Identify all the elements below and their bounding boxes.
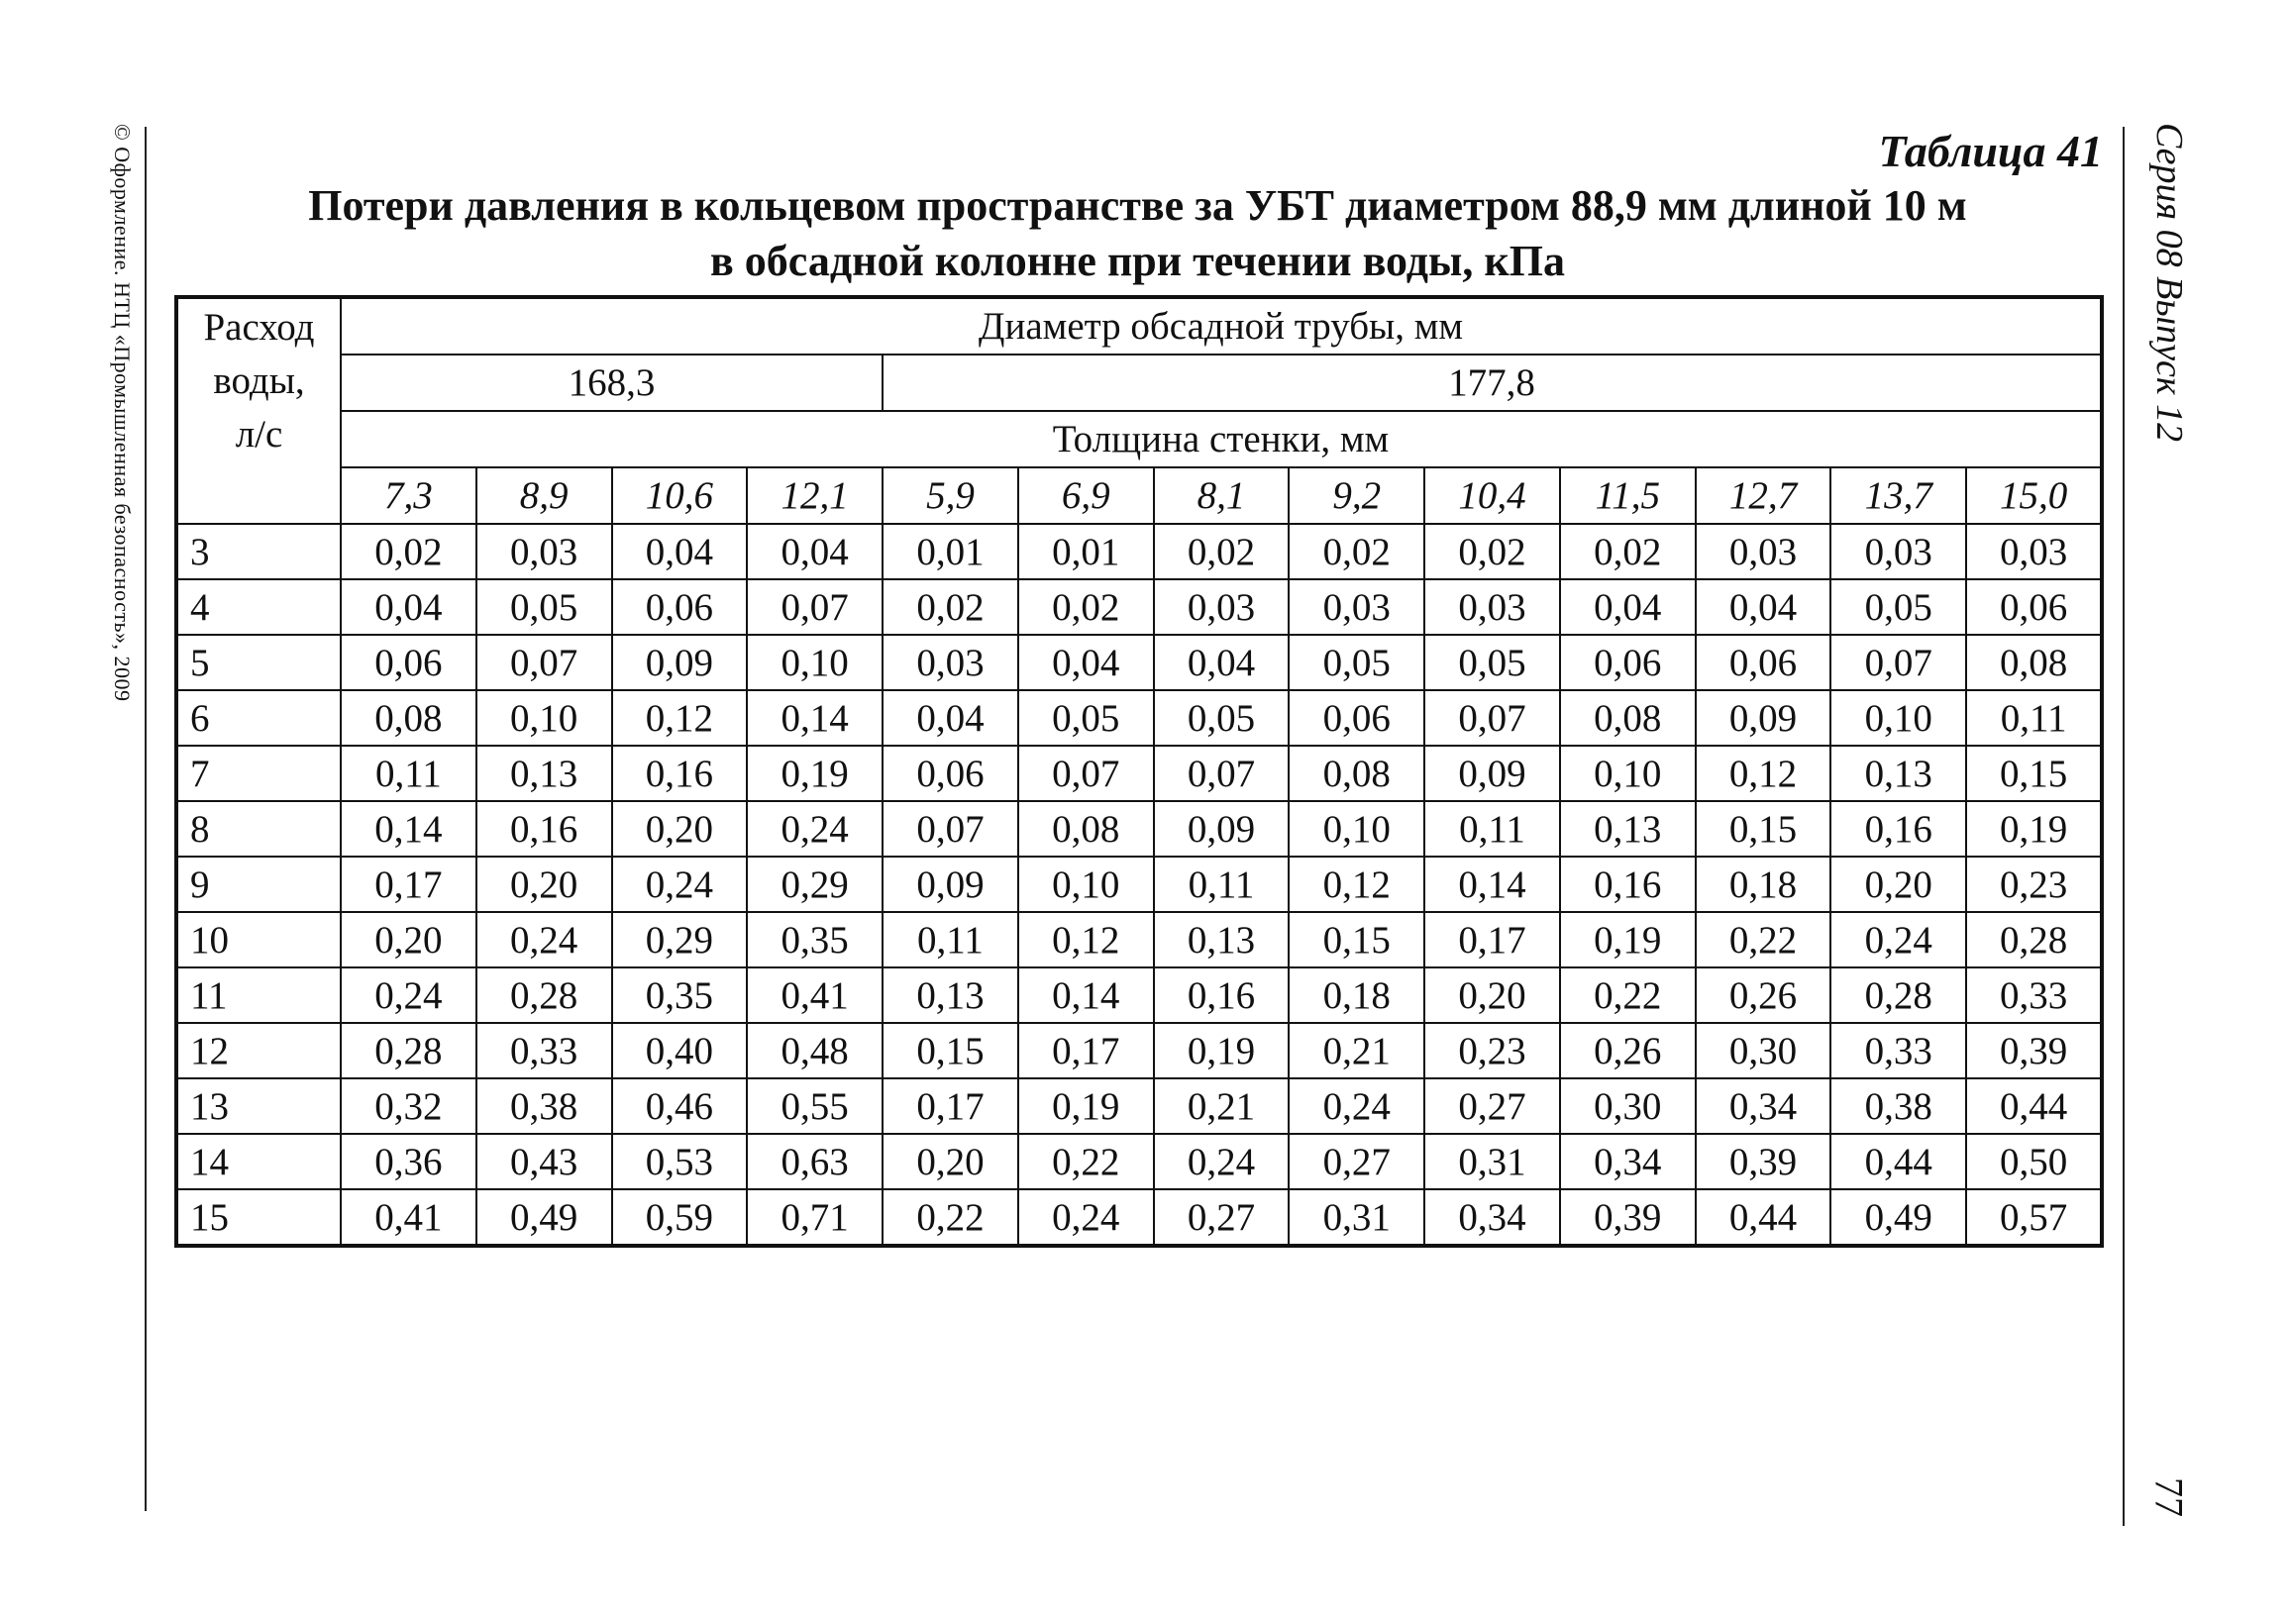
- pressure-loss-cell: 0,23: [1966, 857, 2102, 912]
- pressure-loss-cell: 0,24: [612, 857, 748, 912]
- wall-thickness-cell: 10,6: [612, 467, 748, 524]
- flow-rate-cell: 11: [176, 967, 341, 1023]
- pressure-loss-cell: 0,09: [1696, 690, 1831, 746]
- pressure-loss-cell: 0,11: [1966, 690, 2102, 746]
- wall-thickness-cell: 8,9: [476, 467, 612, 524]
- pressure-loss-cell: 0,01: [1018, 524, 1154, 579]
- pressure-loss-cell: 0,39: [1696, 1134, 1831, 1189]
- pressure-loss-cell: 0,19: [1018, 1078, 1154, 1134]
- flow-rate-cell: 14: [176, 1134, 341, 1189]
- pressure-loss-cell: 0,12: [612, 690, 748, 746]
- pressure-loss-cell: 0,12: [1696, 746, 1831, 801]
- pressure-loss-cell: 0,59: [612, 1189, 748, 1246]
- pressure-loss-cell: 0,15: [883, 1023, 1018, 1078]
- wall-thickness-cell: 12,1: [747, 467, 883, 524]
- table-row: [176, 1189, 2102, 1246]
- pressure-loss-cell: 0,49: [476, 1189, 612, 1246]
- pressure-loss-cell: 0,16: [1560, 857, 1696, 912]
- pressure-loss-cell: 0,08: [341, 690, 476, 746]
- pressure-loss-cell: 0,16: [612, 746, 748, 801]
- table-row: [176, 746, 2102, 801]
- pressure-loss-cell: 0,14: [747, 690, 883, 746]
- pressure-loss-cell: 0,08: [1560, 690, 1696, 746]
- pressure-loss-cell: 0,10: [1560, 746, 1696, 801]
- pressure-loss-cell: 0,17: [1424, 912, 1560, 967]
- pressure-loss-cell: 0,11: [883, 912, 1018, 967]
- flow-rate-cell: 13: [176, 1078, 341, 1134]
- pressure-loss-cell: 0,41: [341, 1189, 476, 1246]
- flow-rate-cell: 12: [176, 1023, 341, 1078]
- pressure-loss-cell: 0,20: [476, 857, 612, 912]
- pressure-loss-cell: 0,04: [1560, 579, 1696, 635]
- pressure-loss-cell: 0,06: [612, 579, 748, 635]
- table-row: [176, 967, 2102, 1023]
- pressure-loss-cell: 0,26: [1560, 1023, 1696, 1078]
- pressure-loss-cell: 0,05: [1154, 690, 1290, 746]
- pressure-loss-cell: 0,33: [1830, 1023, 1966, 1078]
- pressure-loss-cell: 0,03: [1424, 579, 1560, 635]
- pressure-loss-cell: 0,24: [1289, 1078, 1424, 1134]
- pressure-loss-cell: 0,14: [341, 801, 476, 857]
- pressure-loss-cell: 0,09: [612, 635, 748, 690]
- header-row-diameter: [176, 297, 2102, 355]
- wall-thickness-header: Толщина стенки, мм: [341, 411, 2102, 467]
- pressure-loss-cell: 0,27: [1424, 1078, 1560, 1134]
- pressure-loss-cell: 0,09: [883, 857, 1018, 912]
- wall-thickness-cell: 7,3: [341, 467, 476, 524]
- pressure-loss-cell: 0,11: [1424, 801, 1560, 857]
- pressure-loss-cell: 0,10: [747, 635, 883, 690]
- pressure-loss-cell: 0,46: [612, 1078, 748, 1134]
- pressure-loss-cell: 0,28: [1830, 967, 1966, 1023]
- pressure-loss-cell: 0,50: [1966, 1134, 2102, 1189]
- wall-thickness-cell: 11,5: [1560, 467, 1696, 524]
- table-row: [176, 690, 2102, 746]
- flow-rate-header-line: воды,: [213, 359, 305, 402]
- wall-thickness-cell: 10,4: [1424, 467, 1560, 524]
- table-row: [176, 1023, 2102, 1078]
- pressure-loss-cell: 0,05: [1830, 579, 1966, 635]
- right-margin-rule: [2123, 127, 2125, 1526]
- pressure-loss-table: [174, 295, 2104, 1248]
- flow-rate-cell: 10: [176, 912, 341, 967]
- pressure-loss-cell: 0,39: [1966, 1023, 2102, 1078]
- wall-thickness-cell: 5,9: [883, 467, 1018, 524]
- pressure-loss-cell: 0,06: [883, 746, 1018, 801]
- flow-rate-header-line: Расход: [203, 306, 315, 349]
- pressure-loss-cell: 0,07: [1424, 690, 1560, 746]
- pressure-loss-cell: 0,02: [883, 579, 1018, 635]
- pressure-loss-cell: 0,19: [1560, 912, 1696, 967]
- pressure-loss-cell: 0,06: [1966, 579, 2102, 635]
- wall-thickness-cell: 13,7: [1830, 467, 1966, 524]
- pressure-loss-cell: 0,14: [1424, 857, 1560, 912]
- header-row-wall: [176, 411, 2102, 467]
- pressure-loss-cell: 0,10: [1830, 690, 1966, 746]
- pressure-loss-cell: 0,13: [1154, 912, 1290, 967]
- pressure-loss-cell: 0,27: [1289, 1134, 1424, 1189]
- pressure-loss-cell: 0,33: [1966, 967, 2102, 1023]
- pressure-loss-cell: 0,53: [612, 1134, 748, 1189]
- pressure-loss-cell: 0,02: [1289, 524, 1424, 579]
- flow-rate-cell: 7: [176, 746, 341, 801]
- pressure-loss-cell: 0,30: [1696, 1023, 1831, 1078]
- pressure-loss-cell: 0,03: [1696, 524, 1831, 579]
- flow-rate-header: [176, 297, 341, 524]
- pressure-loss-cell: 0,07: [1018, 746, 1154, 801]
- pressure-loss-cell: 0,02: [341, 524, 476, 579]
- pressure-loss-cell: 0,44: [1696, 1189, 1831, 1246]
- pressure-loss-cell: 0,29: [747, 857, 883, 912]
- pressure-loss-cell: 0,16: [476, 801, 612, 857]
- pressure-loss-cell: 0,28: [476, 967, 612, 1023]
- pressure-loss-cell: 0,28: [341, 1023, 476, 1078]
- pressure-loss-cell: 0,17: [883, 1078, 1018, 1134]
- pressure-loss-cell: 0,07: [883, 801, 1018, 857]
- pressure-loss-cell: 0,19: [747, 746, 883, 801]
- flow-rate-cell: 15: [176, 1189, 341, 1246]
- pressure-loss-cell: 0,38: [1830, 1078, 1966, 1134]
- pressure-loss-cell: 0,04: [883, 690, 1018, 746]
- pressure-loss-cell: 0,49: [1830, 1189, 1966, 1246]
- pressure-loss-cell: 0,26: [1696, 967, 1831, 1023]
- pressure-loss-cell: 0,28: [1966, 912, 2102, 967]
- table-row: [176, 857, 2102, 912]
- pressure-loss-cell: 0,15: [1696, 801, 1831, 857]
- pressure-loss-cell: 0,08: [1289, 746, 1424, 801]
- pressure-loss-cell: 0,22: [1560, 967, 1696, 1023]
- pressure-loss-cell: 0,20: [612, 801, 748, 857]
- pressure-loss-cell: 0,04: [341, 579, 476, 635]
- pressure-loss-cell: 0,06: [1560, 635, 1696, 690]
- pressure-loss-cell: 0,30: [1560, 1078, 1696, 1134]
- pressure-loss-cell: 0,10: [1018, 857, 1154, 912]
- series-label: Серия 08 Выпуск 12: [2148, 123, 2190, 443]
- pressure-loss-cell: 0,31: [1424, 1134, 1560, 1189]
- pressure-loss-cell: 0,13: [883, 967, 1018, 1023]
- pressure-loss-cell: 0,01: [883, 524, 1018, 579]
- title-line-2: в обсадной колонне при течении воды, кПа: [710, 237, 1565, 285]
- pressure-loss-cell: 0,22: [883, 1189, 1018, 1246]
- table-title: [174, 178, 2101, 289]
- diameter-177-8: 177,8: [883, 355, 2102, 411]
- pressure-loss-cell: 0,19: [1154, 1023, 1290, 1078]
- pressure-loss-cell: 0,39: [1560, 1189, 1696, 1246]
- pressure-loss-cell: 0,11: [1154, 857, 1290, 912]
- pressure-loss-cell: 0,17: [341, 857, 476, 912]
- pressure-loss-cell: 0,04: [612, 524, 748, 579]
- pressure-loss-cell: 0,04: [1154, 635, 1290, 690]
- pressure-loss-cell: 0,03: [1830, 524, 1966, 579]
- pressure-loss-cell: 0,63: [747, 1134, 883, 1189]
- flow-rate-header-line: л/с: [235, 413, 283, 456]
- pressure-loss-cell: 0,08: [1966, 635, 2102, 690]
- pressure-loss-cell: 0,24: [747, 801, 883, 857]
- header-row-diameters: [176, 355, 2102, 411]
- pressure-loss-cell: 0,04: [747, 524, 883, 579]
- pressure-loss-cell: 0,34: [1560, 1134, 1696, 1189]
- pressure-loss-cell: 0,05: [476, 579, 612, 635]
- casing-diameter-header: Диаметр обсадной трубы, мм: [341, 297, 2102, 355]
- pressure-loss-cell: 0,44: [1966, 1078, 2102, 1134]
- pressure-loss-cell: 0,03: [1289, 579, 1424, 635]
- pressure-loss-cell: 0,32: [341, 1078, 476, 1134]
- flow-rate-cell: 8: [176, 801, 341, 857]
- pressure-loss-cell: 0,20: [341, 912, 476, 967]
- pressure-loss-cell: 0,07: [1830, 635, 1966, 690]
- pressure-loss-cell: 0,03: [883, 635, 1018, 690]
- pressure-loss-cell: 0,21: [1154, 1078, 1290, 1134]
- pressure-loss-cell: 0,09: [1424, 746, 1560, 801]
- pressure-loss-cell: 0,02: [1560, 524, 1696, 579]
- pressure-loss-cell: 0,71: [747, 1189, 883, 1246]
- pressure-loss-cell: 0,29: [612, 912, 748, 967]
- pressure-loss-cell: 0,08: [1018, 801, 1154, 857]
- pressure-loss-cell: 0,22: [1696, 912, 1831, 967]
- table-row: [176, 524, 2102, 579]
- left-margin-rule: [145, 127, 147, 1511]
- pressure-loss-cell: 0,04: [1696, 579, 1831, 635]
- pressure-loss-cell: 0,05: [1289, 635, 1424, 690]
- title-line-1: Потери давления в кольцевом пространстве за УБТ диаметром 88,9 мм длиной 10 м: [308, 181, 1967, 230]
- pressure-loss-cell: 0,24: [341, 967, 476, 1023]
- pressure-loss-cell: 0,34: [1424, 1189, 1560, 1246]
- table-row: [176, 579, 2102, 635]
- table-row: [176, 1134, 2102, 1189]
- pressure-loss-cell: 0,03: [476, 524, 612, 579]
- pressure-loss-cell: 0,02: [1154, 524, 1290, 579]
- pressure-loss-cell: 0,23: [1424, 1023, 1560, 1078]
- pressure-loss-cell: 0,06: [1696, 635, 1831, 690]
- pressure-loss-cell: 0,38: [476, 1078, 612, 1134]
- pressure-loss-cell: 0,20: [883, 1134, 1018, 1189]
- pressure-loss-cell: 0,40: [612, 1023, 748, 1078]
- flow-rate-cell: 5: [176, 635, 341, 690]
- pressure-loss-cell: 0,12: [1018, 912, 1154, 967]
- pressure-loss-cell: 0,02: [1018, 579, 1154, 635]
- pressure-loss-cell: 0,14: [1018, 967, 1154, 1023]
- pressure-loss-cell: 0,09: [1154, 801, 1290, 857]
- pressure-loss-cell: 0,43: [476, 1134, 612, 1189]
- pressure-loss-cell: 0,10: [476, 690, 612, 746]
- pressure-loss-cell: 0,35: [747, 912, 883, 967]
- pressure-loss-cell: 0,44: [1830, 1134, 1966, 1189]
- pressure-loss-cell: 0,24: [476, 912, 612, 967]
- table-row: [176, 1078, 2102, 1134]
- pressure-loss-cell: 0,06: [1289, 690, 1424, 746]
- pressure-loss-cell: 0,03: [1154, 579, 1290, 635]
- pressure-loss-cell: 0,18: [1289, 967, 1424, 1023]
- pressure-loss-cell: 0,34: [1696, 1078, 1831, 1134]
- pressure-loss-cell: 0,21: [1289, 1023, 1424, 1078]
- wall-thickness-cell: 6,9: [1018, 467, 1154, 524]
- pressure-loss-cell: 0,10: [1289, 801, 1424, 857]
- flow-rate-cell: 4: [176, 579, 341, 635]
- table-row: [176, 635, 2102, 690]
- diameter-168-3: 168,3: [341, 355, 883, 411]
- pressure-loss-cell: 0,33: [476, 1023, 612, 1078]
- wall-thickness-cell: 12,7: [1696, 467, 1831, 524]
- page-number: 77: [2146, 1477, 2192, 1517]
- table-number-label: Таблица 41: [1878, 126, 2103, 176]
- pressure-loss-cell: 0,11: [341, 746, 476, 801]
- pressure-loss-cell: 0,15: [1966, 746, 2102, 801]
- pressure-loss-cell: 0,12: [1289, 857, 1424, 912]
- pressure-loss-cell: 0,02: [1424, 524, 1560, 579]
- pressure-loss-cell: 0,03: [1966, 524, 2102, 579]
- pressure-loss-cell: 0,13: [1560, 801, 1696, 857]
- pressure-loss-cell: 0,41: [747, 967, 883, 1023]
- copyright-note: © Оформление. НТЦ «Промышленная безопасность», 2009: [110, 124, 135, 702]
- pressure-loss-cell: 0,20: [1424, 967, 1560, 1023]
- pressure-loss-cell: 0,36: [341, 1134, 476, 1189]
- pressure-loss-cell: 0,17: [1018, 1023, 1154, 1078]
- pressure-loss-cell: 0,19: [1966, 801, 2102, 857]
- pressure-loss-cell: 0,55: [747, 1078, 883, 1134]
- pressure-loss-cell: 0,15: [1289, 912, 1424, 967]
- pressure-loss-cell: 0,18: [1696, 857, 1831, 912]
- pressure-loss-cell: 0,27: [1154, 1189, 1290, 1246]
- table-row: [176, 912, 2102, 967]
- flow-rate-cell: 3: [176, 524, 341, 579]
- table-row: [176, 801, 2102, 857]
- pressure-loss-cell: 0,05: [1424, 635, 1560, 690]
- pressure-loss-cell: 0,07: [747, 579, 883, 635]
- flow-rate-cell: 9: [176, 857, 341, 912]
- wall-thickness-cell: 8,1: [1154, 467, 1290, 524]
- pressure-loss-cell: 0,06: [341, 635, 476, 690]
- wall-thickness-cell: 9,2: [1289, 467, 1424, 524]
- header-row-thicknesses: [176, 467, 2102, 524]
- pressure-loss-cell: 0,07: [1154, 746, 1290, 801]
- pressure-loss-cell: 0,04: [1018, 635, 1154, 690]
- pressure-loss-cell: 0,16: [1830, 801, 1966, 857]
- pressure-loss-cell: 0,31: [1289, 1189, 1424, 1246]
- pressure-loss-cell: 0,07: [476, 635, 612, 690]
- pressure-loss-cell: 0,57: [1966, 1189, 2102, 1246]
- pressure-loss-cell: 0,13: [476, 746, 612, 801]
- pressure-loss-cell: 0,24: [1018, 1189, 1154, 1246]
- wall-thickness-cell: 15,0: [1966, 467, 2102, 524]
- pressure-loss-cell: 0,48: [747, 1023, 883, 1078]
- pressure-loss-cell: 0,13: [1830, 746, 1966, 801]
- pressure-loss-cell: 0,22: [1018, 1134, 1154, 1189]
- pressure-loss-cell: 0,05: [1018, 690, 1154, 746]
- pressure-loss-cell: 0,20: [1830, 857, 1966, 912]
- pressure-loss-cell: 0,24: [1154, 1134, 1290, 1189]
- pressure-loss-cell: 0,24: [1830, 912, 1966, 967]
- pressure-loss-cell: 0,35: [612, 967, 748, 1023]
- pressure-loss-cell: 0,16: [1154, 967, 1290, 1023]
- flow-rate-cell: 6: [176, 690, 341, 746]
